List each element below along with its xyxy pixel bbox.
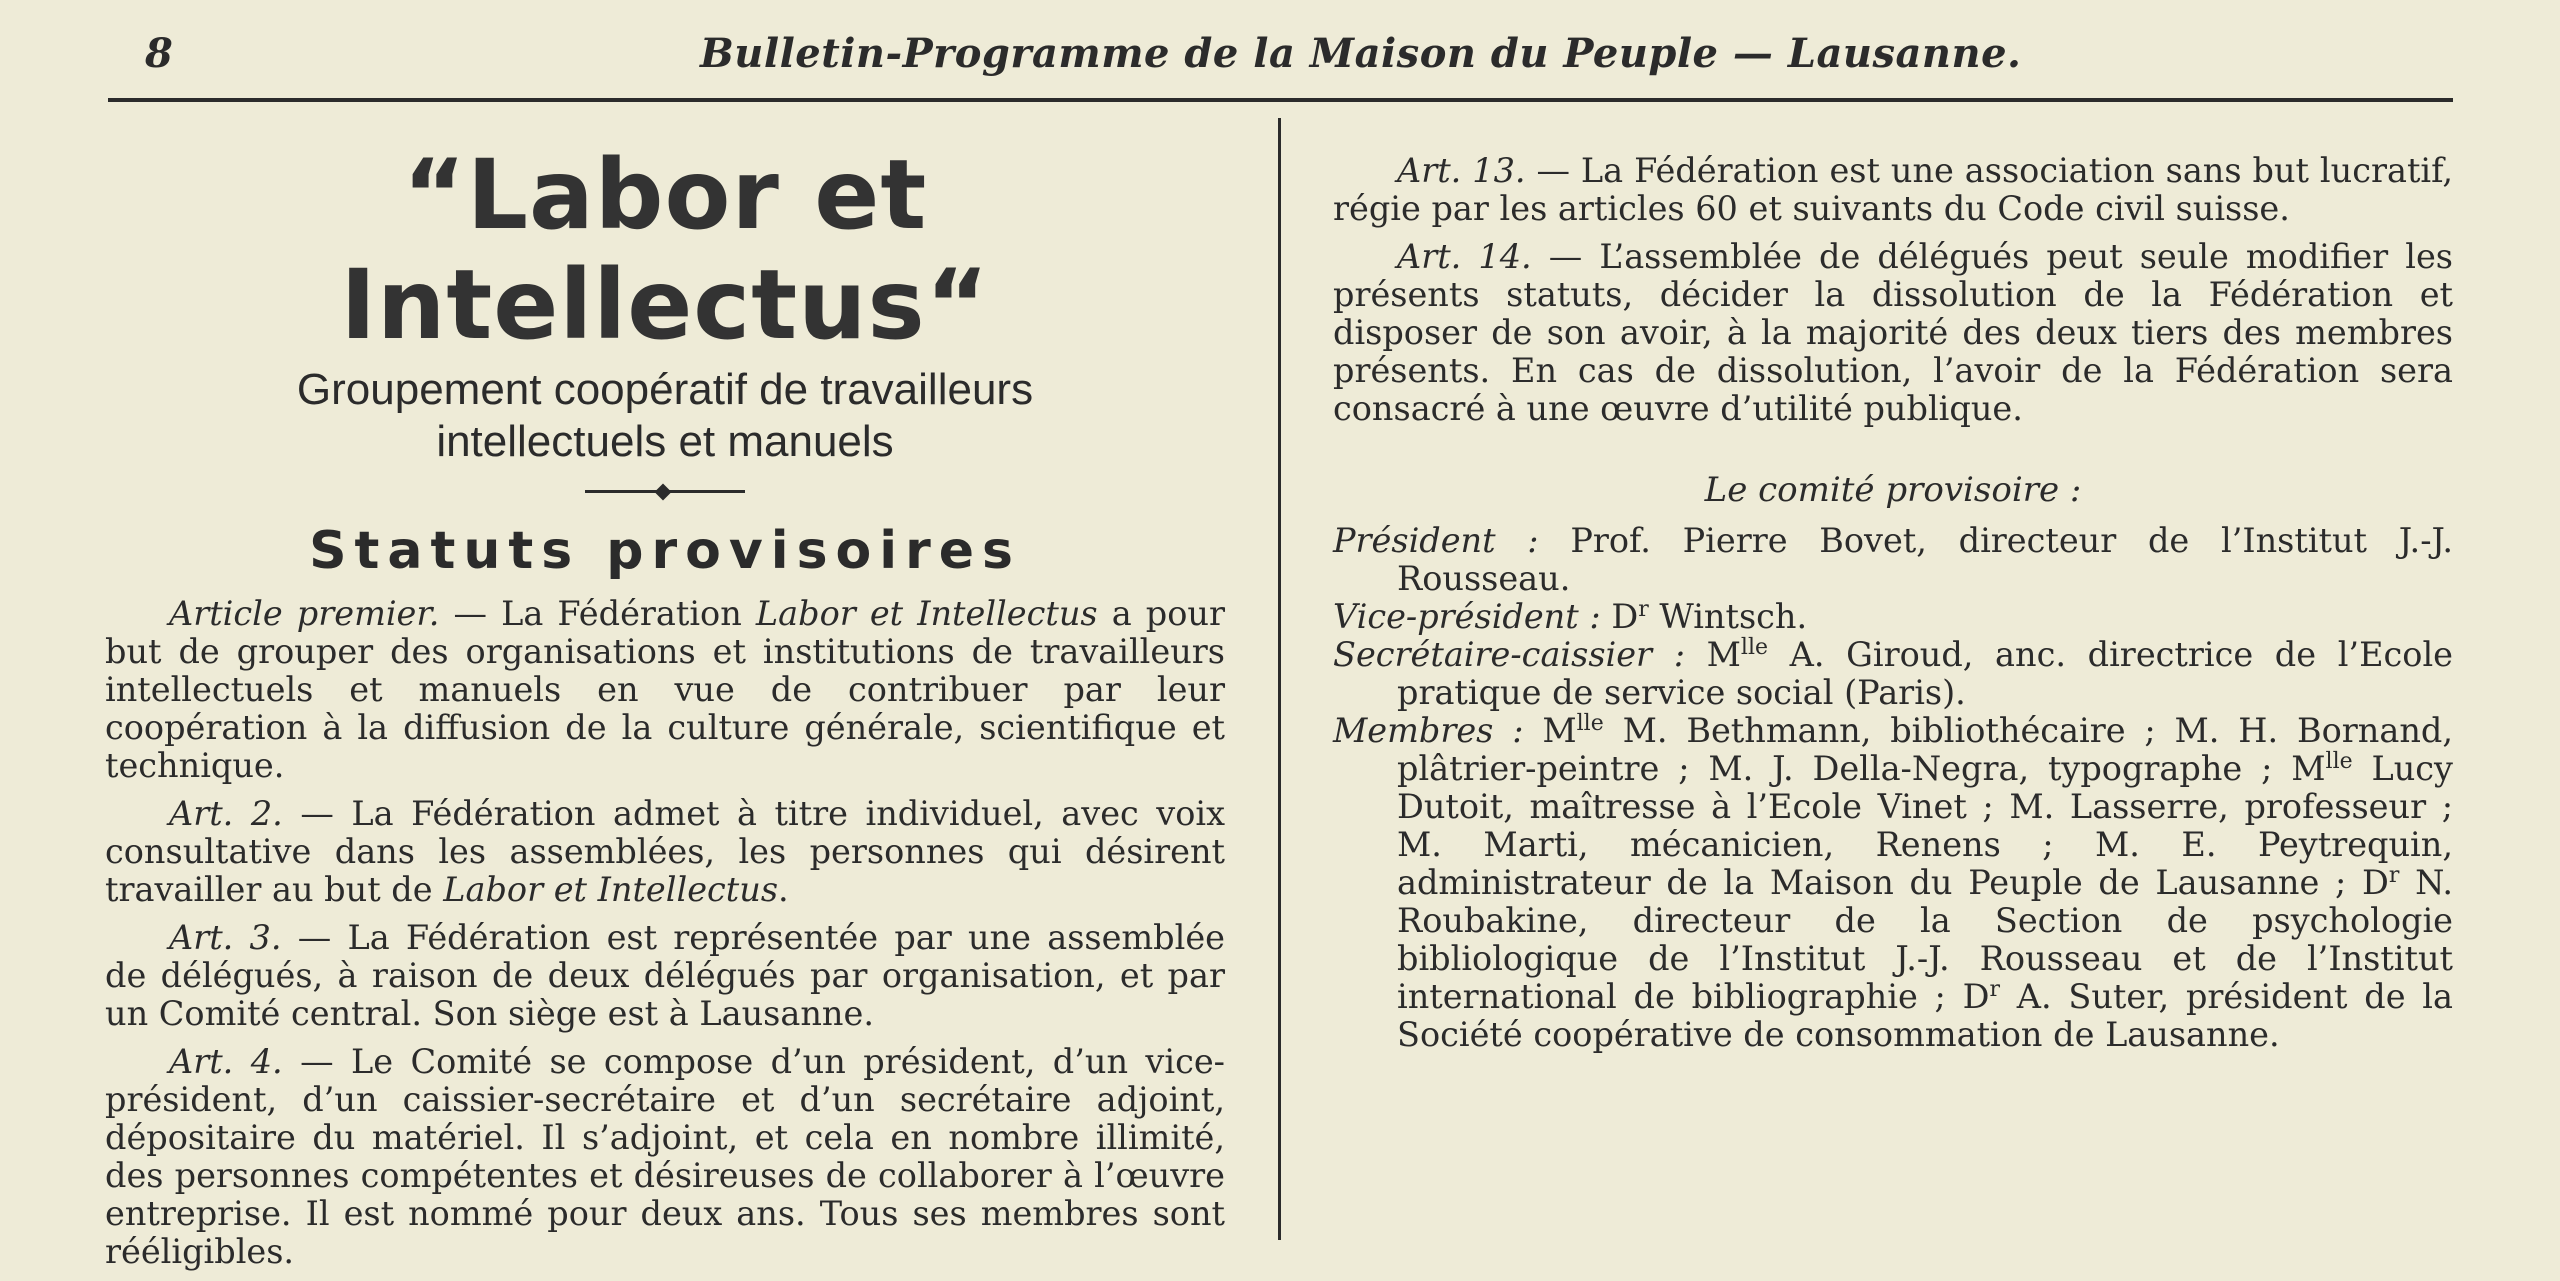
left-column — [105, 140, 1225, 1281]
subtitle-line-1: Groupement coopératif de travailleurs — [296, 365, 1034, 414]
running-title: Bulletin-Programme de la Maison du Peuple — Lausanne. — [700, 30, 2022, 77]
article-label: Article premier. — [169, 594, 440, 633]
right-column — [1333, 152, 2453, 1054]
header-rule — [108, 98, 2453, 102]
superscript: r — [1638, 596, 1649, 622]
role-text: M. Bethmann, bibliothécaire ; M. H. Bornand, plâtrier-peintre ; M. J. Della-Negra, typographe ; M — [1397, 711, 2453, 788]
superscript: lle — [2325, 748, 2353, 774]
role-text: Prof. Pierre Bovet, directeur de l’Institut J.-J. Rousseau. — [1397, 521, 2454, 598]
article-label: Art. 4. — [169, 1042, 283, 1081]
committee-president — [1333, 522, 2453, 598]
article-paragraph — [1333, 238, 2453, 428]
committee-members — [1333, 712, 2453, 1054]
subtitle-line-2: intellectuels et manuels — [436, 417, 894, 466]
committee-title: Le comité provisoire : — [1704, 470, 2082, 510]
article-text-italic: Labor et Intellectus — [443, 870, 779, 909]
role-text: Wintsch. — [1648, 597, 1808, 636]
article-text: — La Fédération — [439, 594, 756, 633]
role-text: Lucy Dutoit, maîtresse à l’Ecole Vinet ; M. Lasserre, professeur ; M. Marti, mécanicien, Renens ; M. E. Peytrequin, administrateur de la Maison du Peuple de Lausanne ; D — [1397, 749, 2453, 902]
article-label: Art. 3. — [169, 918, 282, 957]
column-divider — [1278, 118, 1281, 1240]
superscript: lle — [1576, 710, 1604, 736]
role-text: A. Suter, président de la Société coopérative de consommation de Lausanne. — [1397, 977, 2453, 1054]
article-paragraph — [105, 595, 1225, 785]
article-label: Art. 2. — [169, 794, 283, 833]
article-text: a pour but de grouper des organisations et institutions de travailleurs intellectuels et manuels en vue de contribuer par leur coopération à la diffusion de la culture générale, scientifique et technique. — [105, 594, 1225, 785]
role-text: A. Giroud, anc. directrice de l’Ecole pratique de service social (Paris). — [1397, 635, 2453, 712]
committee-secretary — [1333, 636, 2453, 712]
article-list — [1333, 152, 2453, 428]
article-paragraph — [1333, 152, 2453, 228]
ornament-divider — [585, 490, 745, 493]
article-label: Art. 14. — [1397, 237, 1532, 276]
superscript: r — [2388, 862, 2400, 888]
article-paragraph — [105, 795, 1225, 909]
article-text: — Le Comité se compose d’un président, d’un vice-président, d’un caissier-secrétaire et d’un secrétaire adjoint, dépositaire du matériel. Il s’adjoint, et cela en nombre illimité, des personnes compétentes et désireuses de collaborer à l’œuvre entreprise. Il est nommé pour deux ans. Tous ses membres sont rééligibles. — [105, 1042, 1225, 1271]
article-paragraph — [105, 919, 1225, 1033]
article-text: — La Fédération est représentée par une assemblée de délégués, à raison de deux délégués par organisation, et par un Comité central. Son siège est à Lausanne. — [105, 918, 1225, 1033]
subtitle — [105, 364, 1225, 468]
role-label: Président : — [1333, 521, 1539, 560]
role-label: Membres : — [1333, 711, 1524, 750]
role-label: Secrétaire-caissier : — [1333, 635, 1685, 674]
article-paragraph — [105, 1043, 1225, 1271]
role-text: M — [1523, 711, 1577, 750]
role-text: D — [1600, 597, 1639, 636]
committee-vice-president — [1333, 598, 2453, 636]
article-text: — La Fédération admet à titre individuel, avec voix consultative dans les assemblées, les personnes qui désirent travailler au but de — [105, 794, 1226, 909]
article-label: Art. 13. — [1397, 151, 1526, 190]
article-text: — L’assemblée de délégués peut seule modifier les présents statuts, décider la dissolution de la Fédération et disposer de son avoir, à la majorité des deux tiers des membres présents. En cas de dissolution, l’avoir de la Fédération sera consacré à une œuvre d’utilité publique. — [1333, 237, 2454, 428]
article-text: — La Fédération est une association sans but lucratif, régie par les articles 60 et suivants du Code civil suisse. — [1333, 151, 2453, 228]
article-text-italic: Labor et Intellectus — [755, 594, 1098, 633]
role-text: M — [1684, 635, 1741, 674]
section-heading: Statuts provisoires — [309, 521, 1021, 581]
article-text: . — [778, 870, 789, 909]
page-title: “Labor et Intellectus“ — [340, 139, 990, 361]
role-label: Vice-président : — [1333, 597, 1601, 636]
page-number: 8 — [145, 30, 173, 77]
superscript: r — [1989, 976, 2000, 1002]
role-text: N. Roubakine, directeur de la Section de psychologie bibliologique de l’Institut J.-J. Rousseau et de l’Institut international de bibliographie ; D — [1397, 863, 2453, 1016]
superscript: lle — [1740, 634, 1769, 660]
article-list — [105, 595, 1225, 1271]
